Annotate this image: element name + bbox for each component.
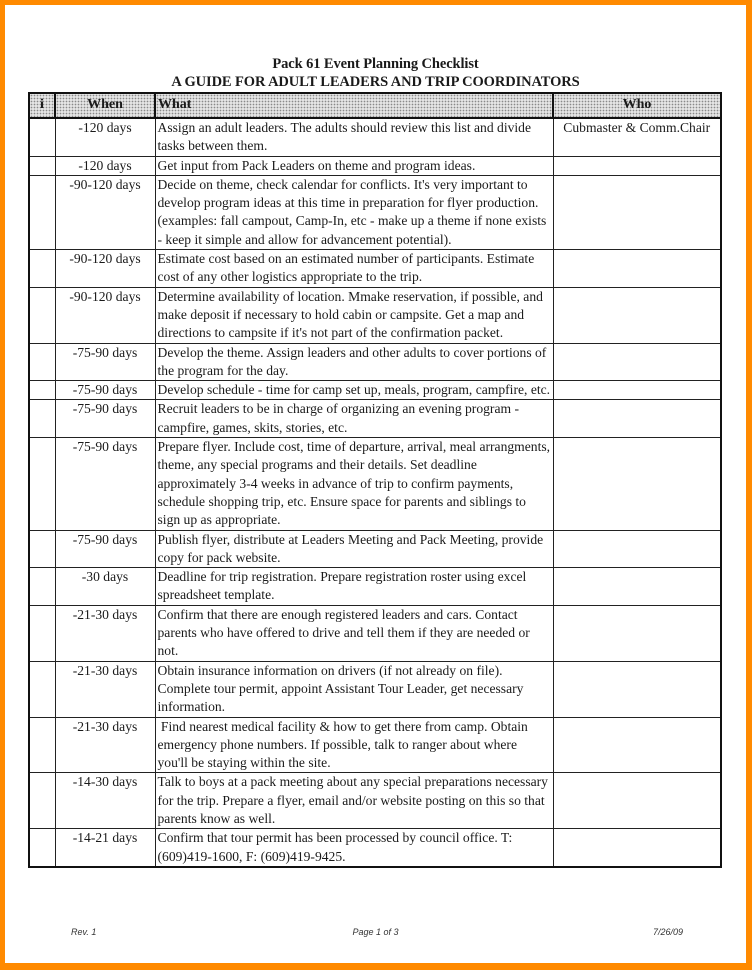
column-header-what: What [155, 93, 553, 118]
index-cell [29, 250, 55, 288]
table-row [29, 156, 721, 175]
when-cell: -90-120 days [55, 287, 155, 343]
when-cell: -75-90 days [55, 438, 155, 530]
column-header-i: i [29, 93, 55, 118]
when-cell: -75-90 days [55, 400, 155, 438]
what-cell: Prepare flyer. Include cost, time of departure, arrival, meal arrangments, theme, any special programs and their details. Set deadline approximately 3-4 weeks in advance of trip to confirm payments, schedule shopping trip, etc. Ensure space for parents and siblings to sign up as appropriate. [155, 438, 553, 530]
when-cell: -14-21 days [55, 829, 155, 867]
what-cell: Find nearest medical facility & how to get there from camp. Obtain emergency phone numbers. If possible, talk to ranger about where you'll be staying within the site. [155, 717, 553, 773]
table-row [29, 568, 721, 606]
who-cell [553, 381, 721, 400]
what-cell: Estimate cost based on an estimated number of participants. Estimate cost of any other logistics appropriate to the trip. [155, 250, 553, 288]
what-cell: Determine availability of location. Mmake reservation, if possible, and make deposit if necessary to hold cabin or campsite. Get a map and directions to campsite if it's not part of the confirmation packet. [155, 287, 553, 343]
what-cell: Get input from Pack Leaders on theme and program ideas. [155, 156, 553, 175]
what-cell: Develop schedule - time for camp set up, meals, program, campfire, etc. [155, 381, 553, 400]
who-cell [553, 568, 721, 606]
who-cell [553, 250, 721, 288]
when-cell: -30 days [55, 568, 155, 606]
document-page [5, 5, 746, 963]
table-row [29, 175, 721, 249]
who-cell [553, 287, 721, 343]
index-cell [29, 829, 55, 867]
table-row [29, 829, 721, 867]
when-cell: -21-30 days [55, 661, 155, 717]
index-cell [29, 438, 55, 530]
what-cell: Deadline for trip registration. Prepare registration roster using excel spreadsheet template. [155, 568, 553, 606]
document-subtitle: A GUIDE FOR ADULT LEADERS AND TRIP COORDINATORS [171, 74, 580, 90]
who-cell [553, 438, 721, 530]
what-cell: Decide on theme, check calendar for conflicts. It's very important to develop program ideas at this time in preparation for flyer production. (examples: fall campout, Camp-In, etc - make up a theme if none exists - keep it simple and allow for advancement potential). [155, 175, 553, 249]
index-cell [29, 530, 55, 568]
table-row [29, 250, 721, 288]
table-row [29, 605, 721, 661]
what-cell: Recruit leaders to be in charge of organizing an evening program - campfire, games, skits, stories, etc. [155, 400, 553, 438]
index-cell [29, 287, 55, 343]
what-cell: Confirm that tour permit has been processed by council office. T: (609)419-1600, F: (609)419-9425. [155, 829, 553, 867]
column-header-who: Who [553, 93, 721, 118]
who-cell [553, 605, 721, 661]
what-cell: Publish flyer, distribute at Leaders Meeting and Pack Meeting, provide copy for pack website. [155, 530, 553, 568]
what-cell: Develop the theme. Assign leaders and other adults to cover portions of the program for the day. [155, 343, 553, 381]
who-cell [553, 661, 721, 717]
index-cell [29, 381, 55, 400]
table-row [29, 773, 721, 829]
who-cell [553, 156, 721, 175]
index-cell [29, 118, 55, 156]
who-cell [553, 829, 721, 867]
when-cell: -120 days [55, 156, 155, 175]
index-cell [29, 661, 55, 717]
when-cell: -21-30 days [55, 717, 155, 773]
when-cell: -75-90 days [55, 343, 155, 381]
footer-page-number: Page 1 of 3 [352, 927, 399, 937]
table-row [29, 717, 721, 773]
when-cell: -14-30 days [55, 773, 155, 829]
table-row [29, 118, 721, 156]
index-cell [29, 568, 55, 606]
who-cell: Cubmaster & Comm.Chair [553, 118, 721, 156]
column-header-when: When [55, 93, 155, 118]
index-cell [29, 773, 55, 829]
when-cell: -90-120 days [55, 175, 155, 249]
what-cell: Obtain insurance information on drivers (if not already on file). Complete tour permit, appoint Assistant Tour Leader, get necessary information. [155, 661, 553, 717]
when-cell: -90-120 days [55, 250, 155, 288]
who-cell [553, 530, 721, 568]
index-cell [29, 717, 55, 773]
table-row [29, 438, 721, 530]
who-cell [553, 717, 721, 773]
who-cell [553, 343, 721, 381]
index-cell [29, 175, 55, 249]
what-cell: Assign an adult leaders. The adults should review this list and divide tasks between them. [155, 118, 553, 156]
table-row [29, 381, 721, 400]
what-cell: Talk to boys at a pack meeting about any special preparations necessary for the trip. Prepare a flyer, email and/or website posting on this so that parents know as well. [155, 773, 553, 829]
table-row [29, 661, 721, 717]
who-cell [553, 175, 721, 249]
footer-date: 7/26/09 [652, 927, 683, 937]
table-row [29, 530, 721, 568]
checklist-table [28, 92, 722, 868]
table-header-row [29, 93, 721, 118]
when-cell: -75-90 days [55, 530, 155, 568]
index-cell [29, 156, 55, 175]
index-cell [29, 343, 55, 381]
who-cell [553, 400, 721, 438]
when-cell: -75-90 days [55, 381, 155, 400]
table-row [29, 343, 721, 381]
when-cell: -120 days [55, 118, 155, 156]
when-cell: -21-30 days [55, 605, 155, 661]
document-title: Pack 61 Event Planning Checklist [272, 56, 479, 72]
footer-revision: Rev. 1 [71, 927, 97, 937]
what-cell: Confirm that there are enough registered leaders and cars. Contact parents who have offered to drive and tell them if they are needed or not. [155, 605, 553, 661]
index-cell [29, 605, 55, 661]
table-row [29, 400, 721, 438]
table-row [29, 287, 721, 343]
who-cell [553, 773, 721, 829]
index-cell [29, 400, 55, 438]
